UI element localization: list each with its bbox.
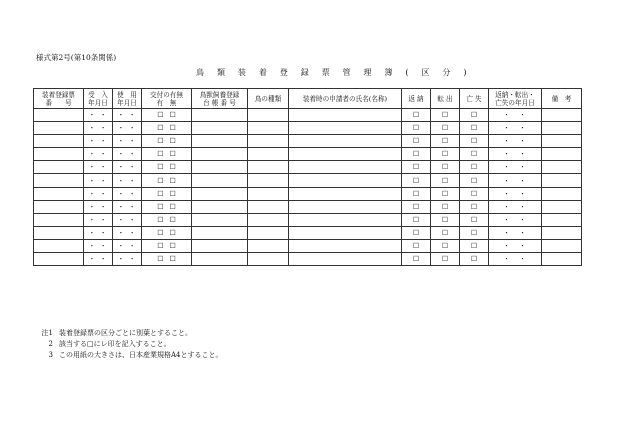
table-row: [34, 174, 582, 187]
checkbox-icon[interactable]: ☐: [157, 163, 164, 172]
breeding-reg-cell[interactable]: [192, 109, 248, 122]
lost-checkbox-cell[interactable]: [460, 213, 489, 226]
breeding-reg-cell[interactable]: [192, 161, 248, 174]
table-row: [34, 239, 582, 252]
remarks-cell[interactable]: [542, 187, 582, 200]
breeding-reg-cell[interactable]: [192, 253, 248, 266]
received-date-cell[interactable]: ・ ・: [84, 226, 113, 239]
lost-checkbox-cell[interactable]: [460, 161, 489, 174]
checkbox-icon[interactable]: ☐: [157, 255, 164, 264]
remarks-cell[interactable]: [542, 239, 582, 252]
lost-checkbox-cell[interactable]: [460, 122, 489, 135]
species-cell[interactable]: [248, 148, 289, 161]
checkbox-icon[interactable]: ☐: [157, 241, 164, 250]
breeding-reg-cell[interactable]: [192, 187, 248, 200]
lost-checkbox-cell[interactable]: [460, 174, 489, 187]
checkbox-icon[interactable]: ☐: [169, 137, 176, 146]
applicant-cell[interactable]: [289, 161, 402, 174]
lost-checkbox-cell[interactable]: [460, 187, 489, 200]
returned-checkbox-cell[interactable]: [402, 122, 431, 135]
remarks-cell[interactable]: [542, 148, 582, 161]
return-date-cell[interactable]: ・ ・: [489, 239, 542, 252]
header-breeding-reg: 鳥獣飼養登録 台 帳 番 号: [192, 89, 248, 109]
issued-checkbox-cell[interactable]: [142, 253, 192, 266]
checkbox-icon[interactable]: ☐: [169, 255, 176, 264]
checkbox-icon[interactable]: ☐: [470, 124, 478, 133]
remarks-cell[interactable]: [542, 213, 582, 226]
remarks-cell[interactable]: [542, 109, 582, 122]
remarks-cell[interactable]: [542, 253, 582, 266]
breeding-reg-cell[interactable]: [192, 174, 248, 187]
remarks-cell[interactable]: [542, 122, 582, 135]
checkbox-icon[interactable]: ☐: [157, 189, 164, 198]
reg-no-cell[interactable]: [34, 200, 84, 213]
species-cell[interactable]: [248, 161, 289, 174]
received-date-cell[interactable]: ・ ・: [84, 213, 113, 226]
breeding-reg-cell[interactable]: [192, 200, 248, 213]
checkbox-icon[interactable]: ☐: [441, 176, 449, 185]
return-date-cell[interactable]: ・ ・: [489, 109, 542, 122]
applicant-cell[interactable]: [289, 213, 402, 226]
breeding-reg-cell[interactable]: [192, 122, 248, 135]
table-row: [34, 148, 582, 161]
reg-no-cell[interactable]: [34, 148, 84, 161]
reg-no-cell[interactable]: [34, 187, 84, 200]
used-date-cell[interactable]: ・ ・: [113, 161, 142, 174]
lost-checkbox-cell[interactable]: [460, 135, 489, 148]
returned-checkbox-cell[interactable]: [402, 174, 431, 187]
species-cell[interactable]: [248, 200, 289, 213]
reg-no-cell[interactable]: [34, 109, 84, 122]
checkbox-icon[interactable]: ☐: [470, 202, 478, 211]
return-date-cell[interactable]: ・ ・: [489, 148, 542, 161]
used-date-cell[interactable]: ・ ・: [113, 187, 142, 200]
register-body: [34, 109, 582, 266]
note-item: 注1 装着登録票の区分ごとに別葉とすること。: [41, 329, 192, 337]
issued-checkbox-cell[interactable]: [142, 187, 192, 200]
used-date-cell[interactable]: ・ ・: [113, 174, 142, 187]
checkbox-icon[interactable]: ☐: [470, 163, 478, 172]
checkbox-icon[interactable]: ☐: [412, 255, 420, 264]
notes: [33, 328, 223, 361]
table-row: [34, 187, 582, 200]
transferred-checkbox-cell[interactable]: [431, 226, 460, 239]
applicant-cell[interactable]: [289, 253, 402, 266]
lost-checkbox-cell[interactable]: [460, 200, 489, 213]
species-cell[interactable]: [248, 253, 289, 266]
used-date-cell[interactable]: ・ ・: [113, 213, 142, 226]
received-date-cell[interactable]: ・ ・: [84, 174, 113, 187]
species-cell[interactable]: [248, 109, 289, 122]
checkbox-icon[interactable]: ☐: [412, 111, 420, 120]
header-transferred: 転 出: [431, 89, 460, 109]
header-row: [34, 89, 582, 109]
received-date-cell[interactable]: ・ ・: [84, 148, 113, 161]
reg-no-cell[interactable]: [34, 135, 84, 148]
table-row: [34, 213, 582, 226]
header-species: 鳥の種類: [248, 89, 289, 109]
remarks-cell[interactable]: [542, 200, 582, 213]
species-cell[interactable]: [248, 226, 289, 239]
checkbox-icon[interactable]: ☐: [441, 137, 449, 146]
issued-checkbox-cell[interactable]: [142, 239, 192, 252]
checkbox-icon[interactable]: ☐: [157, 215, 164, 224]
checkbox-icon[interactable]: ☐: [441, 150, 449, 159]
reg-no-cell[interactable]: [34, 226, 84, 239]
breeding-reg-cell[interactable]: [192, 148, 248, 161]
transferred-checkbox-cell[interactable]: [431, 161, 460, 174]
checkbox-icon[interactable]: ☐: [441, 215, 449, 224]
checkbox-icon[interactable]: ☐: [441, 163, 449, 172]
checkbox-icon[interactable]: ☐: [412, 124, 420, 133]
applicant-cell[interactable]: [289, 200, 402, 213]
applicant-cell[interactable]: [289, 174, 402, 187]
table-row: [34, 253, 582, 266]
checkbox-icon[interactable]: ☐: [169, 189, 176, 198]
applicant-cell[interactable]: [289, 122, 402, 135]
return-date-cell[interactable]: ・ ・: [489, 187, 542, 200]
received-date-cell[interactable]: ・ ・: [84, 200, 113, 213]
species-cell[interactable]: [248, 174, 289, 187]
checkbox-icon[interactable]: ☐: [169, 150, 176, 159]
checkbox-icon[interactable]: ☐: [412, 176, 420, 185]
return-date-cell[interactable]: ・ ・: [489, 135, 542, 148]
header-returned: 返 納: [402, 89, 431, 109]
received-date-cell[interactable]: ・ ・: [84, 122, 113, 135]
issued-checkbox-cell[interactable]: [142, 161, 192, 174]
checkbox-icon[interactable]: ☐: [441, 111, 449, 120]
register-table: [33, 88, 582, 266]
returned-checkbox-cell[interactable]: [402, 213, 431, 226]
received-date-cell[interactable]: ・ ・: [84, 135, 113, 148]
lost-checkbox-cell[interactable]: [460, 253, 489, 266]
checkbox-icon[interactable]: ☐: [470, 176, 478, 185]
checkbox-icon[interactable]: ☐: [470, 215, 478, 224]
header-lost: 亡 失: [460, 89, 489, 109]
breeding-reg-cell[interactable]: [192, 135, 248, 148]
checkbox-icon[interactable]: ☐: [169, 163, 176, 172]
return-date-cell[interactable]: ・ ・: [489, 226, 542, 239]
breeding-reg-cell[interactable]: [192, 239, 248, 252]
table-row: [34, 226, 582, 239]
checkbox-icon[interactable]: ☐: [169, 176, 176, 185]
received-date-cell[interactable]: ・ ・: [84, 253, 113, 266]
checkbox-icon[interactable]: ☐: [470, 228, 478, 237]
return-date-cell[interactable]: ・ ・: [489, 253, 542, 266]
header-reg-no: 装着登録票 番 号: [34, 89, 84, 109]
transferred-checkbox-cell[interactable]: [431, 135, 460, 148]
return-date-cell[interactable]: ・ ・: [489, 161, 542, 174]
lost-checkbox-cell[interactable]: [460, 226, 489, 239]
checkbox-icon[interactable]: ☐: [412, 228, 420, 237]
remarks-cell[interactable]: [542, 174, 582, 187]
checkbox-icon[interactable]: ☐: [169, 215, 176, 224]
transferred-checkbox-cell[interactable]: [431, 187, 460, 200]
checkbox-icon[interactable]: ☐: [412, 163, 420, 172]
breeding-reg-cell[interactable]: [192, 226, 248, 239]
returned-checkbox-cell[interactable]: [402, 109, 431, 122]
lost-checkbox-cell[interactable]: [460, 239, 489, 252]
received-date-cell[interactable]: ・ ・: [84, 187, 113, 200]
form-number-label: 様式第2号(第10条関係): [36, 53, 117, 62]
reg-no-cell[interactable]: [34, 239, 84, 252]
checkbox-icon[interactable]: ☐: [441, 189, 449, 198]
reg-no-cell[interactable]: [34, 213, 84, 226]
returned-checkbox-cell[interactable]: [402, 161, 431, 174]
checkbox-icon[interactable]: ☐: [412, 150, 420, 159]
used-date-cell[interactable]: ・ ・: [113, 148, 142, 161]
transferred-checkbox-cell[interactable]: [431, 213, 460, 226]
transferred-checkbox-cell[interactable]: [431, 253, 460, 266]
received-date-cell[interactable]: ・ ・: [84, 239, 113, 252]
used-date-cell[interactable]: ・ ・: [113, 109, 142, 122]
issued-checkbox-cell[interactable]: [142, 109, 192, 122]
checkbox-icon[interactable]: ☐: [157, 176, 164, 185]
checkbox-icon[interactable]: ☐: [441, 202, 449, 211]
return-date-cell[interactable]: ・ ・: [489, 122, 542, 135]
issued-checkbox-cell[interactable]: [142, 200, 192, 213]
lost-checkbox-cell[interactable]: [460, 109, 489, 122]
remarks-cell[interactable]: [542, 161, 582, 174]
returned-checkbox-cell[interactable]: [402, 200, 431, 213]
checkbox-icon[interactable]: ☐: [412, 189, 420, 198]
checkbox-icon[interactable]: ☐: [157, 111, 164, 120]
header-used-date: 使 用 年月日: [113, 89, 142, 109]
checkbox-icon[interactable]: ☐: [169, 202, 176, 211]
received-date-cell[interactable]: ・ ・: [84, 161, 113, 174]
used-date-cell[interactable]: ・ ・: [113, 253, 142, 266]
reg-no-cell[interactable]: [34, 161, 84, 174]
checkbox-icon[interactable]: ☐: [470, 189, 478, 198]
checkbox-icon[interactable]: ☐: [169, 241, 176, 250]
checkbox-icon[interactable]: ☐: [157, 228, 164, 237]
transferred-checkbox-cell[interactable]: [431, 122, 460, 135]
checkbox-icon[interactable]: ☐: [169, 111, 176, 120]
table-row: [34, 135, 582, 148]
reg-no-cell[interactable]: [34, 174, 84, 187]
checkbox-icon[interactable]: ☐: [441, 228, 449, 237]
issued-checkbox-cell[interactable]: [142, 174, 192, 187]
applicant-cell[interactable]: [289, 148, 402, 161]
species-cell[interactable]: [248, 122, 289, 135]
header-issued: 交付の有無 有 無: [142, 89, 192, 109]
applicant-cell[interactable]: [289, 109, 402, 122]
checkbox-icon[interactable]: ☐: [157, 124, 164, 133]
issued-checkbox-cell[interactable]: [142, 213, 192, 226]
register-title: 鳥 類 装 着 登 録 票 管 理 簿 ( 区 分 ): [196, 68, 472, 77]
issued-checkbox-cell[interactable]: [142, 135, 192, 148]
table-row: [34, 109, 582, 122]
table-row: [34, 161, 582, 174]
remarks-cell[interactable]: [542, 135, 582, 148]
used-date-cell[interactable]: ・ ・: [113, 135, 142, 148]
used-date-cell[interactable]: ・ ・: [113, 226, 142, 239]
note-item: 3 この用紙の大きさは、日本産業規格A4とすること。: [48, 351, 223, 359]
checkbox-icon[interactable]: ☐: [470, 137, 478, 146]
applicant-cell[interactable]: [289, 239, 402, 252]
header-remarks: 備 考: [542, 89, 582, 109]
used-date-cell[interactable]: ・ ・: [113, 200, 142, 213]
species-cell[interactable]: [248, 213, 289, 226]
species-cell[interactable]: [248, 135, 289, 148]
issued-checkbox-cell[interactable]: [142, 226, 192, 239]
table-row: [34, 122, 582, 135]
transferred-checkbox-cell[interactable]: [431, 174, 460, 187]
returned-checkbox-cell[interactable]: [402, 226, 431, 239]
checkbox-icon[interactable]: ☐: [470, 255, 478, 264]
applicant-cell[interactable]: [289, 226, 402, 239]
species-cell[interactable]: [248, 187, 289, 200]
applicant-cell[interactable]: [289, 135, 402, 148]
applicant-cell[interactable]: [289, 187, 402, 200]
checkbox-icon[interactable]: ☐: [412, 215, 420, 224]
note-item: 2 該当する□にレ印を記入すること。: [48, 340, 171, 348]
transferred-checkbox-cell[interactable]: [431, 148, 460, 161]
checkbox-icon[interactable]: ☐: [470, 150, 478, 159]
returned-checkbox-cell[interactable]: [402, 239, 431, 252]
issued-checkbox-cell[interactable]: [142, 122, 192, 135]
issued-checkbox-cell[interactable]: [142, 148, 192, 161]
checkbox-icon[interactable]: ☐: [412, 241, 420, 250]
checkbox-icon[interactable]: ☐: [412, 202, 420, 211]
returned-checkbox-cell[interactable]: [402, 135, 431, 148]
remarks-cell[interactable]: [542, 226, 582, 239]
checkbox-icon[interactable]: ☐: [441, 124, 449, 133]
checkbox-icon[interactable]: ☐: [157, 137, 164, 146]
return-date-cell[interactable]: ・ ・: [489, 200, 542, 213]
returned-checkbox-cell[interactable]: [402, 253, 431, 266]
checkbox-icon[interactable]: ☐: [169, 228, 176, 237]
checkbox-icon[interactable]: ☐: [470, 111, 478, 120]
lost-checkbox-cell[interactable]: [460, 148, 489, 161]
species-cell[interactable]: [248, 239, 289, 252]
used-date-cell[interactable]: ・ ・: [113, 122, 142, 135]
reg-no-cell[interactable]: [34, 122, 84, 135]
return-date-cell[interactable]: ・ ・: [489, 174, 542, 187]
transferred-checkbox-cell[interactable]: [431, 200, 460, 213]
checkbox-icon[interactable]: ☐: [441, 241, 449, 250]
returned-checkbox-cell[interactable]: [402, 187, 431, 200]
returned-checkbox-cell[interactable]: [402, 148, 431, 161]
checkbox-icon[interactable]: ☐: [412, 137, 420, 146]
checkbox-icon[interactable]: ☐: [157, 202, 164, 211]
transferred-checkbox-cell[interactable]: [431, 109, 460, 122]
checkbox-icon[interactable]: ☐: [157, 150, 164, 159]
table-row: [34, 200, 582, 213]
header-received-date: 受 入 年月日: [84, 89, 113, 109]
header-return-date: 返納・転出・ 亡失の年月日: [489, 89, 542, 109]
checkbox-icon[interactable]: ☐: [441, 255, 449, 264]
breeding-reg-cell[interactable]: [192, 213, 248, 226]
received-date-cell[interactable]: ・ ・: [84, 109, 113, 122]
transferred-checkbox-cell[interactable]: [431, 239, 460, 252]
return-date-cell[interactable]: ・ ・: [489, 213, 542, 226]
reg-no-cell[interactable]: [34, 253, 84, 266]
used-date-cell[interactable]: ・ ・: [113, 239, 142, 252]
checkbox-icon[interactable]: ☐: [470, 241, 478, 250]
header-applicant: 装着時の申請者の氏名(名称): [289, 89, 402, 109]
checkbox-icon[interactable]: ☐: [169, 124, 176, 133]
